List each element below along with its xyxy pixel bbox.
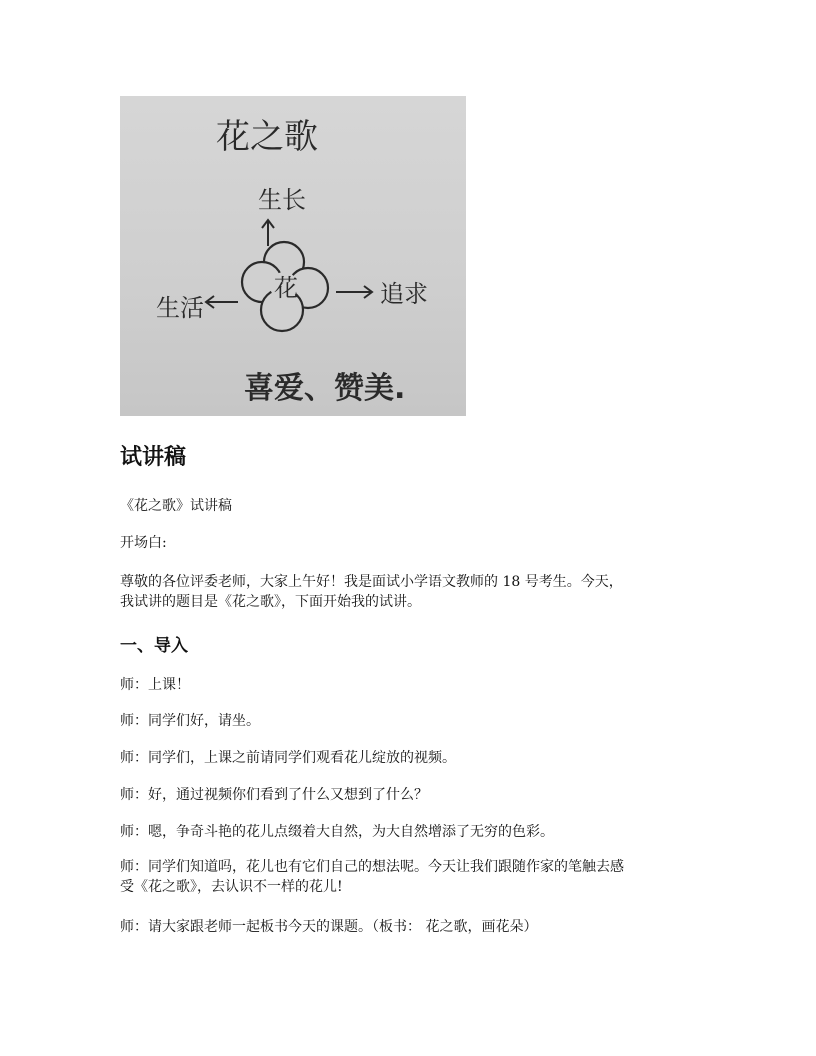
sketch-center-label: 花	[274, 274, 298, 302]
sketch-left-label: 生活	[156, 294, 204, 322]
arrow-right-icon	[336, 286, 372, 298]
dialogue-line: 师：嗯，争奇斗艳的花儿点缀着大自然，为大自然增添了无穷的色彩。	[120, 824, 554, 840]
dialogue-line: 师：请大家跟老师一起板书今天的课题。（板书： 花之歌，画花朵）	[120, 919, 538, 935]
dialogue-line: 师：同学们知道吗，花儿也有它们自己的想法呢。今天让我们跟随作家的笔触去感	[120, 859, 624, 875]
sketch-bottom-label: 喜爱、赞美.	[244, 371, 406, 406]
board-sketch-photo	[120, 96, 466, 416]
dialogue-line: 受《花之歌》，去认识不一样的花儿!	[120, 879, 343, 895]
intro-line: 尊敬的各位评委老师，大家上午好！我是面试小学语文教师的 18 号考生。今天，	[120, 574, 623, 590]
sketch-title: 花之歌	[216, 117, 318, 157]
intro-line: 我试讲的题目是《花之歌》，下面开始我的试讲。	[120, 594, 421, 610]
board-sketch-drawing	[120, 96, 466, 416]
dialogue-line: 师：同学们，上课之前请同学们观看花儿绽放的视频。	[120, 750, 456, 766]
doc-subtitle: 《花之歌》试讲稿	[120, 498, 232, 514]
intro-paragraph	[120, 572, 700, 612]
sketch-top-label: 生长	[258, 186, 306, 214]
section-heading-intro: 一、导入	[120, 636, 188, 656]
arrow-up-icon	[262, 220, 274, 246]
dialogue-line: 师：好，通过视频你们看到了什么又想到了什么？	[120, 787, 428, 803]
opening-label: 开场白:	[120, 535, 167, 551]
dialogue-line: 师：上课！	[120, 677, 190, 693]
sketch-right-label: 追求	[380, 280, 428, 308]
dialogue-line: 师：同学们好，请坐。	[120, 713, 260, 729]
arrow-left-icon	[206, 296, 238, 308]
dialogue-paragraph	[120, 857, 700, 897]
page-heading: 试讲稿	[120, 445, 187, 470]
